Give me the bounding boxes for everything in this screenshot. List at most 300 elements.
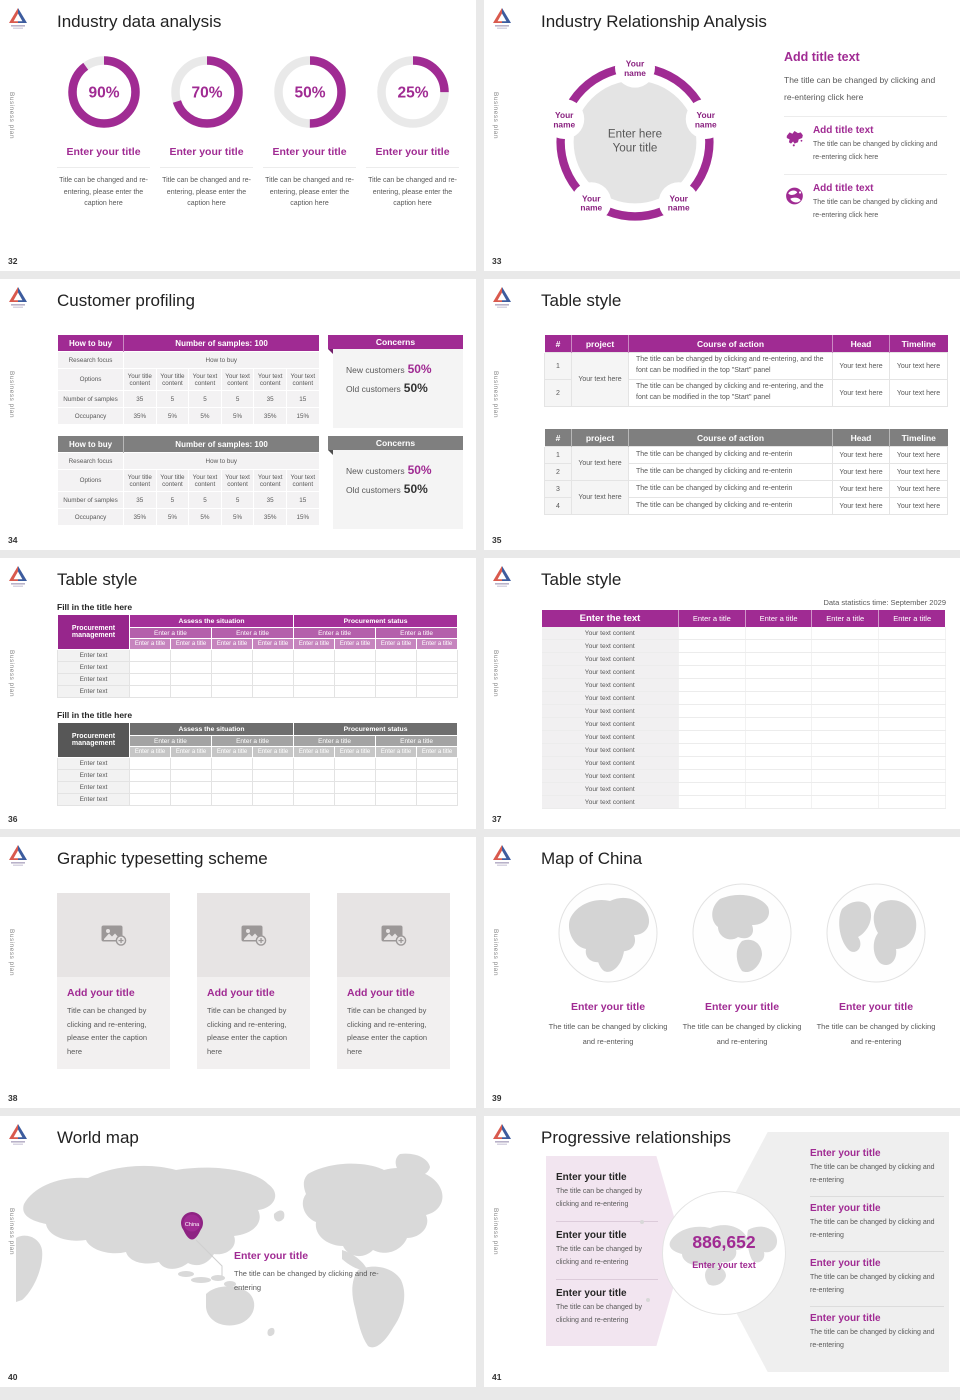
empty-cell — [130, 758, 171, 770]
empty-cell — [212, 686, 253, 698]
globe-graphic — [556, 881, 660, 985]
globe-icon — [784, 183, 805, 209]
row-label: Occupancy — [58, 509, 124, 526]
empty-cell — [417, 650, 458, 662]
donut-gauge — [272, 54, 348, 130]
side-label: Business plan — [8, 371, 15, 418]
row-label: Research focus — [58, 352, 124, 369]
empty-cell — [745, 770, 812, 783]
globe-caption: The title can be changed by clicking and re-entering — [548, 1022, 668, 1046]
empty-cell — [745, 744, 812, 757]
row-label: Options — [58, 369, 124, 391]
sub-sub-header: Enter a title — [130, 747, 171, 758]
empty-cell — [745, 783, 812, 796]
image-card — [197, 893, 310, 1069]
slide-32-content — [0, 0, 476, 271]
table-header-cell: Number of samples: 100 — [124, 335, 320, 352]
empty-cell — [376, 662, 417, 674]
node-label: Your name — [624, 58, 646, 78]
side-label: Business plan — [8, 650, 15, 697]
empty-cell — [294, 794, 335, 806]
progress-item-right — [810, 1251, 944, 1306]
empty-cell — [812, 770, 879, 783]
row-label: Enter text — [58, 686, 130, 698]
action-table — [544, 429, 948, 515]
row-label: Your text content — [542, 679, 679, 692]
slide-39 — [484, 837, 960, 1108]
empty-cell — [745, 679, 812, 692]
side-label: Business plan — [492, 650, 499, 697]
empty-cell — [253, 770, 294, 782]
decorative-dot — [640, 1220, 644, 1224]
empty-cell — [171, 662, 212, 674]
side-label: Business plan — [8, 929, 15, 976]
empty-cell — [212, 650, 253, 662]
table-cell: 5 — [189, 391, 222, 408]
page-title: Industry Relationship Analysis — [541, 12, 767, 31]
empty-cell — [417, 770, 458, 782]
donut-chart-row — [57, 54, 459, 210]
slide-number: 37 — [492, 814, 502, 824]
donut-item — [160, 54, 253, 210]
slide-34-content — [0, 279, 476, 550]
donut-item — [366, 54, 459, 210]
donut-gauge — [169, 54, 245, 130]
item-caption: The title can be changed by clicking and re-entering — [556, 1304, 643, 1324]
table-cell: 15 — [286, 391, 319, 408]
empty-cell — [130, 794, 171, 806]
item-title: Enter your title — [810, 1257, 881, 1269]
add-image-icon — [100, 924, 127, 947]
slide-number: 40 — [8, 1372, 18, 1382]
empty-cell — [812, 692, 879, 705]
card-title: Add your title — [207, 987, 275, 999]
empty-cell — [171, 770, 212, 782]
table-cell: 5% — [156, 408, 189, 425]
table-cell: 5 — [221, 391, 254, 408]
sub-sub-header: Enter a title — [253, 747, 294, 758]
item-title: Enter your title — [810, 1312, 881, 1324]
image-card — [337, 893, 450, 1069]
panel-items — [784, 116, 947, 222]
slide-32 — [0, 0, 476, 271]
table-cell: 35% — [124, 509, 157, 526]
sub-sub-header: Enter a title — [130, 639, 171, 650]
empty-cell — [294, 674, 335, 686]
profiling-table — [57, 436, 320, 526]
table-cell: Your text content — [286, 470, 319, 492]
slide-number: 35 — [492, 535, 502, 545]
empty-cell — [171, 674, 212, 686]
empty-cell — [376, 650, 417, 662]
empty-cell — [745, 666, 812, 679]
table-cell: 35 — [254, 391, 287, 408]
empty-cell — [879, 640, 946, 653]
row-label: Enter text — [58, 674, 130, 686]
empty-cell — [294, 662, 335, 674]
center-statistic-circle — [662, 1191, 786, 1315]
timeline-cell: Your text here — [890, 380, 948, 407]
row-label: Enter text — [58, 662, 130, 674]
empty-cell — [253, 782, 294, 794]
row-label: Enter text — [58, 794, 130, 806]
empty-cell — [745, 627, 812, 640]
row-label: Your text content — [542, 666, 679, 679]
empty-cell — [745, 653, 812, 666]
empty-cell — [171, 650, 212, 662]
project-cell: Your text here — [572, 481, 629, 515]
empty-cell — [745, 640, 812, 653]
sub-header: Enter a title — [294, 736, 376, 747]
concerns-box — [333, 335, 463, 428]
panel-item-description: The title can be changed by clicking and re-entering click here — [812, 199, 938, 219]
group-header: Assess the situation — [130, 723, 294, 736]
group-header: Procurement status — [294, 723, 458, 736]
mini-world-map — [664, 1216, 784, 1290]
table-cell: 5% — [189, 408, 222, 425]
slide-number: 36 — [8, 814, 18, 824]
table-cell: 15% — [286, 509, 319, 526]
empty-cell — [212, 770, 253, 782]
concerns-body — [333, 450, 463, 529]
row-label: Your text content — [542, 718, 679, 731]
add-image-icon — [380, 924, 407, 947]
empty-cell — [130, 650, 171, 662]
action-table — [544, 335, 948, 407]
globe-caption: The title can be changed by clicking and re-entering — [816, 1022, 936, 1046]
table-cell: Your title content — [124, 470, 157, 492]
column-header: Enter a title — [812, 610, 879, 627]
card-caption: Title can be changed by clicking and re-entering, please enter the caption here — [347, 1006, 428, 1056]
row-label: Your text content — [542, 757, 679, 770]
table-caption: Fill in the title here — [57, 710, 133, 720]
slide-33-content — [484, 0, 960, 271]
empty-cell — [812, 653, 879, 666]
empty-cell — [376, 782, 417, 794]
empty-cell — [879, 653, 946, 666]
text-panel — [784, 50, 947, 222]
table-cell: Your text content — [221, 470, 254, 492]
item-caption: The title can be changed by clicking and re-entering — [810, 1273, 935, 1294]
concerns-label: Old customers — [346, 485, 401, 495]
head-cell: Your text here — [833, 353, 890, 380]
table-cell: 35% — [254, 509, 287, 526]
empty-cell — [745, 718, 812, 731]
panel-item-text — [813, 183, 947, 222]
empty-cell — [171, 686, 212, 698]
row-label: Your text content — [542, 640, 679, 653]
sub-sub-header: Enter a title — [253, 639, 294, 650]
empty-cell — [253, 662, 294, 674]
column-header: Head — [833, 335, 890, 353]
concerns-label: New customers — [346, 466, 405, 476]
empty-cell — [417, 758, 458, 770]
card-body — [197, 977, 310, 1069]
panel-item-title: Add title text — [812, 125, 874, 136]
slide-39-content — [484, 837, 960, 1108]
empty-cell — [879, 718, 946, 731]
empty-cell — [212, 662, 253, 674]
slide-40-content — [0, 1116, 476, 1387]
empty-cell — [294, 650, 335, 662]
card-body — [57, 977, 170, 1069]
progress-item-left — [556, 1222, 658, 1280]
profiling-table — [57, 335, 320, 425]
empty-cell — [879, 705, 946, 718]
sub-sub-header: Enter a title — [335, 747, 376, 758]
node-label: Your name — [580, 193, 603, 213]
empty-cell — [335, 758, 376, 770]
page-title: Customer profiling — [57, 291, 195, 310]
concerns-box — [333, 436, 463, 529]
project-cell: Your text here — [572, 353, 629, 407]
page-title: Table style — [541, 570, 622, 589]
decorative-dot — [646, 1298, 650, 1302]
donut-percentage: 25% — [396, 84, 429, 102]
page-title: Graphic typesetting scheme — [57, 849, 268, 868]
empty-cell — [812, 731, 879, 744]
slide-38 — [0, 837, 476, 1108]
globe-graphic — [690, 881, 794, 985]
empty-cell — [212, 782, 253, 794]
empty-cell — [130, 674, 171, 686]
slide-35-content — [484, 279, 960, 550]
table-cell: 35 — [124, 492, 157, 509]
panel-item — [784, 174, 947, 222]
table-cell: Your text content — [286, 369, 319, 391]
row-label: Your text content — [542, 744, 679, 757]
timeline-cell: Your text here — [890, 353, 948, 380]
row-label: Your text content — [542, 731, 679, 744]
sub-header: Enter a title — [130, 736, 212, 747]
empty-cell — [679, 783, 746, 796]
timeline-cell: Your text here — [890, 498, 948, 515]
empty-cell — [171, 794, 212, 806]
progress-item-right — [810, 1196, 944, 1251]
item-caption: The title can be changed by clicking and re-entering — [810, 1164, 935, 1184]
row-label: Your text content — [542, 692, 679, 705]
empty-cell — [745, 731, 812, 744]
empty-cell — [253, 686, 294, 698]
column-header: project — [572, 335, 629, 353]
head-cell: Your text here — [833, 464, 890, 481]
panel-item — [784, 116, 947, 164]
empty-cell — [879, 770, 946, 783]
side-label: Business plan — [492, 929, 499, 976]
sub-header: Enter a title — [212, 628, 294, 639]
page-title: Industry data analysis — [57, 12, 222, 31]
empty-cell — [294, 686, 335, 698]
empty-cell — [212, 794, 253, 806]
table-cell: 35% — [124, 408, 157, 425]
sub-sub-header: Enter a title — [335, 639, 376, 650]
slide-35 — [484, 279, 960, 550]
row-number-cell: 2 — [545, 380, 572, 407]
empty-cell — [679, 757, 746, 770]
empty-cell — [812, 627, 879, 640]
callout-title: Enter your title — [234, 1250, 309, 1262]
empty-cell — [812, 640, 879, 653]
table-cell: 35 — [124, 391, 157, 408]
item-title: Enter your title — [556, 1172, 627, 1183]
timeline-cell: Your text here — [890, 481, 948, 498]
progress-item-right — [810, 1306, 944, 1361]
row-number-cell: 2 — [545, 464, 572, 481]
concerns-header: Concerns — [328, 335, 463, 349]
relationship-diagram — [542, 44, 728, 240]
empty-cell — [417, 686, 458, 698]
empty-cell — [417, 674, 458, 686]
project-cell: Your text here — [572, 447, 629, 481]
item-caption: The title can be changed by clicking and re-entering — [810, 1218, 935, 1239]
table-header-cell: How to buy — [58, 436, 124, 453]
card-row — [57, 893, 450, 1069]
column-header: Enter a title — [879, 610, 946, 627]
row-label: Your text content — [542, 653, 679, 666]
donut-title: Enter your title — [366, 146, 459, 168]
column-header: Enter a title — [745, 610, 812, 627]
item-caption: The title can be changed by clicking and re-entering — [556, 1246, 643, 1266]
table-cell: 5 — [221, 492, 254, 509]
empty-cell — [879, 679, 946, 692]
globe-title: Enter your title — [570, 1001, 646, 1013]
slide-40 — [0, 1116, 476, 1387]
timeline-cell: Your text here — [890, 447, 948, 464]
item-title: Enter your title — [556, 1230, 627, 1242]
concerns-line — [346, 463, 463, 477]
card-caption: Title can be changed by clicking and re-entering, please enter the caption here — [67, 1006, 148, 1056]
empty-cell — [212, 758, 253, 770]
slide-36-content — [0, 558, 476, 829]
head-cell: Your text here — [833, 447, 890, 464]
row-label: Your text content — [542, 627, 679, 640]
globe-graphic — [824, 881, 928, 985]
panel-description: The title can be changed by clicking and re-entering click here — [784, 75, 936, 102]
table-cell: 5% — [221, 408, 254, 425]
empty-cell — [253, 758, 294, 770]
row-label: Enter text — [58, 782, 130, 794]
empty-cell — [335, 794, 376, 806]
empty-cell — [253, 674, 294, 686]
empty-cell — [745, 757, 812, 770]
procurement-table — [57, 614, 458, 698]
table-cell: 5% — [189, 509, 222, 526]
statistic-value: 886,652 — [692, 1232, 756, 1252]
table-cell: Your text content — [189, 470, 222, 492]
donut-percentage: 70% — [190, 84, 223, 102]
page-title: Table style — [541, 291, 622, 310]
slide-number: 34 — [8, 535, 18, 545]
empty-cell — [171, 782, 212, 794]
empty-cell — [812, 757, 879, 770]
donut-percentage: 50% — [293, 84, 326, 102]
panel-title: Add title text — [784, 50, 860, 64]
donut-caption: Title can be changed and re-entering, please enter the caption here — [368, 177, 457, 208]
page-title: Progressive relationships — [541, 1128, 731, 1147]
concerns-label: Old customers — [346, 384, 401, 394]
row-label: Your text content — [542, 796, 679, 809]
empty-cell — [335, 686, 376, 698]
head-cell: Your text here — [833, 481, 890, 498]
empty-cell — [417, 794, 458, 806]
table-cell: How to buy — [124, 453, 320, 470]
profiling-group — [57, 436, 463, 526]
page-title: Map of China — [541, 849, 643, 868]
slide-37 — [484, 558, 960, 829]
statistics-table — [541, 610, 946, 809]
action-cell: The title can be changed by clicking and re-enterin — [629, 447, 833, 464]
donut-percentage: 90% — [87, 84, 120, 102]
sub-header: Enter a title — [130, 628, 212, 639]
slide-number: 32 — [8, 256, 18, 266]
empty-cell — [879, 757, 946, 770]
empty-cell — [679, 627, 746, 640]
right-item-list — [810, 1142, 944, 1361]
table-cell: Your title content — [156, 470, 189, 492]
group-header: Procurement status — [294, 615, 458, 628]
head-cell: Your text here — [833, 380, 890, 407]
side-label: Business plan — [8, 1208, 15, 1255]
donut-caption: Title can be changed and re-entering, please enter the caption here — [59, 177, 148, 208]
action-cell: The title can be changed by clicking and re-enterin — [629, 464, 833, 481]
empty-cell — [812, 705, 879, 718]
sub-header: Enter a title — [212, 736, 294, 747]
empty-cell — [679, 744, 746, 757]
globe-item — [546, 881, 670, 1049]
sub-header: Enter a title — [376, 736, 458, 747]
empty-cell — [679, 718, 746, 731]
image-placeholder — [337, 893, 450, 977]
card-title: Add your title — [347, 987, 415, 999]
empty-cell — [879, 744, 946, 757]
table-cell: 5 — [156, 391, 189, 408]
node-label: Your name — [667, 193, 690, 213]
action-cell: The title can be changed by clicking and re-entering, and the font can be modified in the top "Start" panel — [629, 380, 833, 407]
slide-number: 39 — [492, 1093, 502, 1103]
progress-item-left — [556, 1280, 658, 1337]
donut-title: Enter your title — [57, 146, 150, 168]
slide-number: 38 — [8, 1093, 18, 1103]
table-cell: 35% — [254, 408, 287, 425]
row-label: Research focus — [58, 453, 124, 470]
item-title: Enter your title — [810, 1202, 881, 1214]
row-label: Number of samples — [58, 492, 124, 509]
slide-38-content — [0, 837, 476, 1108]
empty-cell — [376, 686, 417, 698]
empty-cell — [812, 679, 879, 692]
table-header-cell: Number of samples: 100 — [124, 436, 320, 453]
empty-cell — [335, 770, 376, 782]
empty-cell — [879, 731, 946, 744]
table-cell: Your text content — [254, 470, 287, 492]
sub-header: Enter a title — [294, 628, 376, 639]
concerns-value: 50% — [407, 362, 432, 376]
donut-item — [57, 54, 150, 210]
empty-cell — [679, 770, 746, 783]
row-label: Your text content — [542, 783, 679, 796]
empty-cell — [376, 674, 417, 686]
progress-item-right — [810, 1142, 944, 1196]
concerns-line — [346, 482, 463, 496]
empty-cell — [212, 674, 253, 686]
side-label: Business plan — [492, 92, 499, 139]
concerns-value: 50% — [403, 482, 428, 496]
column-header: Timeline — [890, 429, 948, 447]
empty-cell — [679, 692, 746, 705]
head-cell: Your text here — [833, 498, 890, 515]
item-caption: The title can be changed by clicking and re-entering — [556, 1188, 643, 1208]
table-cell: 5 — [189, 492, 222, 509]
